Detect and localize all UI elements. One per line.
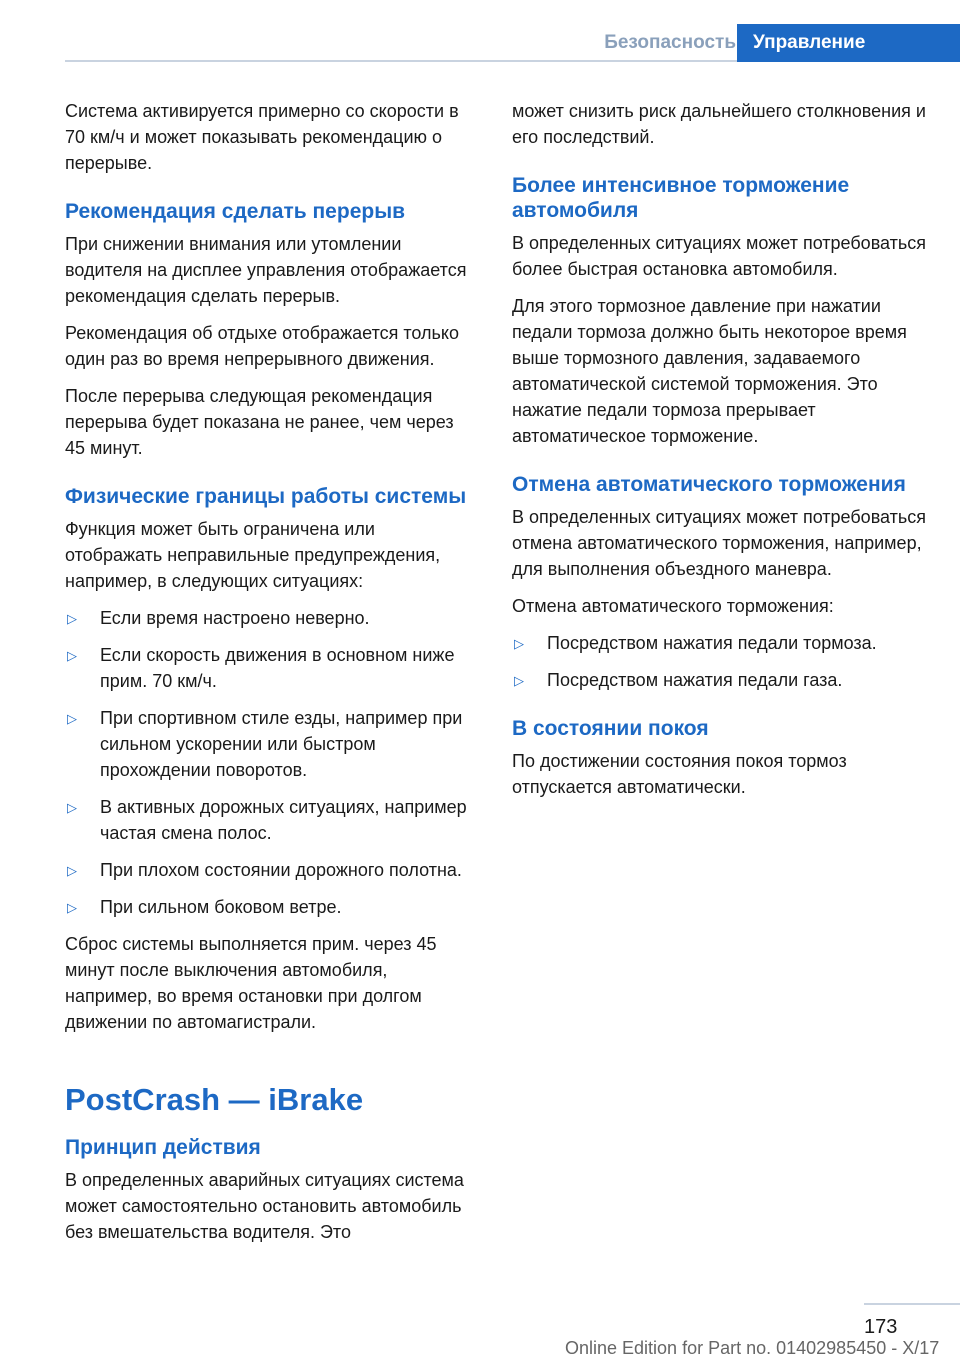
paragraph: При снижении внимания или утомлении водителя на дисплее управления отображается рекомендация сделать перерыв. — [65, 234, 467, 306]
list-item: ▷ Если время настроено неверно. — [65, 605, 477, 631]
paragraph: По достижении состояния покоя тормоз отпускается автоматически. — [512, 751, 847, 797]
paragraph: может снизить риск дальнейшего столкновения и его последствий. — [512, 101, 926, 147]
triangle-bullet-icon: ▷ — [67, 800, 77, 815]
paragraph: После перерыва следующая рекомендация перерыва будет показана не ранее, чем через 45 минут. — [65, 386, 454, 458]
list-item: ▷ Если скорость движения в основном ниже прим. 70 км/ч. — [67, 645, 455, 691]
paragraph: Система активируется примерно со скорости в 70 км/ч и может показывать рекомендацию о перерыве. — [65, 101, 459, 173]
section-title-postcrash: PostCrash — iBrake — [65, 1082, 364, 1117]
list-item: ▷ Посредством нажатия педали газа. — [512, 667, 927, 693]
triangle-bullet-icon: ▷ — [67, 863, 77, 878]
right-column — [512, 98, 927, 811]
left-column — [65, 98, 477, 1256]
triangle-bullet-icon: ▷ — [514, 673, 524, 688]
triangle-bullet-icon: ▷ — [514, 636, 524, 651]
paragraph: Отмена автоматического торможения: — [512, 596, 834, 616]
heading-break-recommendation: Рекомендация сделать перерыв — [65, 200, 406, 223]
paragraph: Для этого тормозное давление при нажатии педали тормоза должно быть некоторое время выше тормозного давления, задаваемого автоматической системой торможения. Это нажатие педали тормоза прерывает автоматическое торможение. — [512, 296, 907, 446]
list-item: ▷ При плохом состоянии дорожного полотна. — [65, 857, 477, 883]
tab-safety[interactable]: Безопасность — [604, 32, 736, 53]
tab-controls[interactable]: Управление — [737, 24, 960, 62]
triangle-bullet-icon: ▷ — [67, 900, 77, 915]
paragraph: Рекомендация об отдыхе отображается только один раз во время непрерывного движения. — [65, 323, 459, 369]
heading-intense-braking: Более интенсивное торможение автомобиля — [512, 174, 850, 222]
page-number: 173 — [864, 1316, 898, 1338]
paragraph: Функция может быть ограничена или отображать неправильные предупреждения, например, в следующих ситуациях: — [65, 519, 441, 591]
footer-divider — [864, 1303, 960, 1305]
heading-cancel-braking: Отмена автоматического торможения — [512, 473, 906, 496]
heading-system-limits: Физические границы работы системы — [65, 485, 467, 508]
limits-list — [65, 605, 477, 920]
paragraph: Сброс системы выполняется прим. через 45 минут после выключения автомобиля, например, во время остановки при долгом движении по автомагистрали. — [65, 934, 437, 1032]
paragraph: В определенных ситуациях может потребоваться более быстрая остановка автомобиля. — [512, 233, 927, 279]
paragraph: В определенных ситуациях может потребоваться отмена автоматического торможения, например, для выполнения объездного маневра. — [512, 507, 927, 579]
list-item: ▷ При спортивном стиле езды, например при сильном ускорении или быстром прохождении поворотов. — [67, 708, 463, 780]
heading-principle: Принцип действия — [65, 1136, 261, 1159]
triangle-bullet-icon: ▷ — [67, 711, 77, 726]
edition-footer: Online Edition for Part no. 01402985450 - X/17 — [565, 1338, 940, 1358]
heading-standstill: В состоянии покоя — [512, 717, 709, 740]
cancel-list — [512, 630, 927, 693]
paragraph: В определенных аварийных ситуациях система может самостоятельно остановить автомобиль без вмешательства водителя. Это — [65, 1170, 464, 1242]
list-item: ▷ При сильном боковом ветре. — [65, 894, 477, 920]
list-item: ▷ В активных дорожных ситуациях, например частая смена полос. — [67, 797, 467, 843]
triangle-bullet-icon: ▷ — [67, 648, 77, 663]
list-item: ▷ Посредством нажатия педали тормоза. — [512, 630, 927, 656]
triangle-bullet-icon: ▷ — [67, 611, 77, 626]
